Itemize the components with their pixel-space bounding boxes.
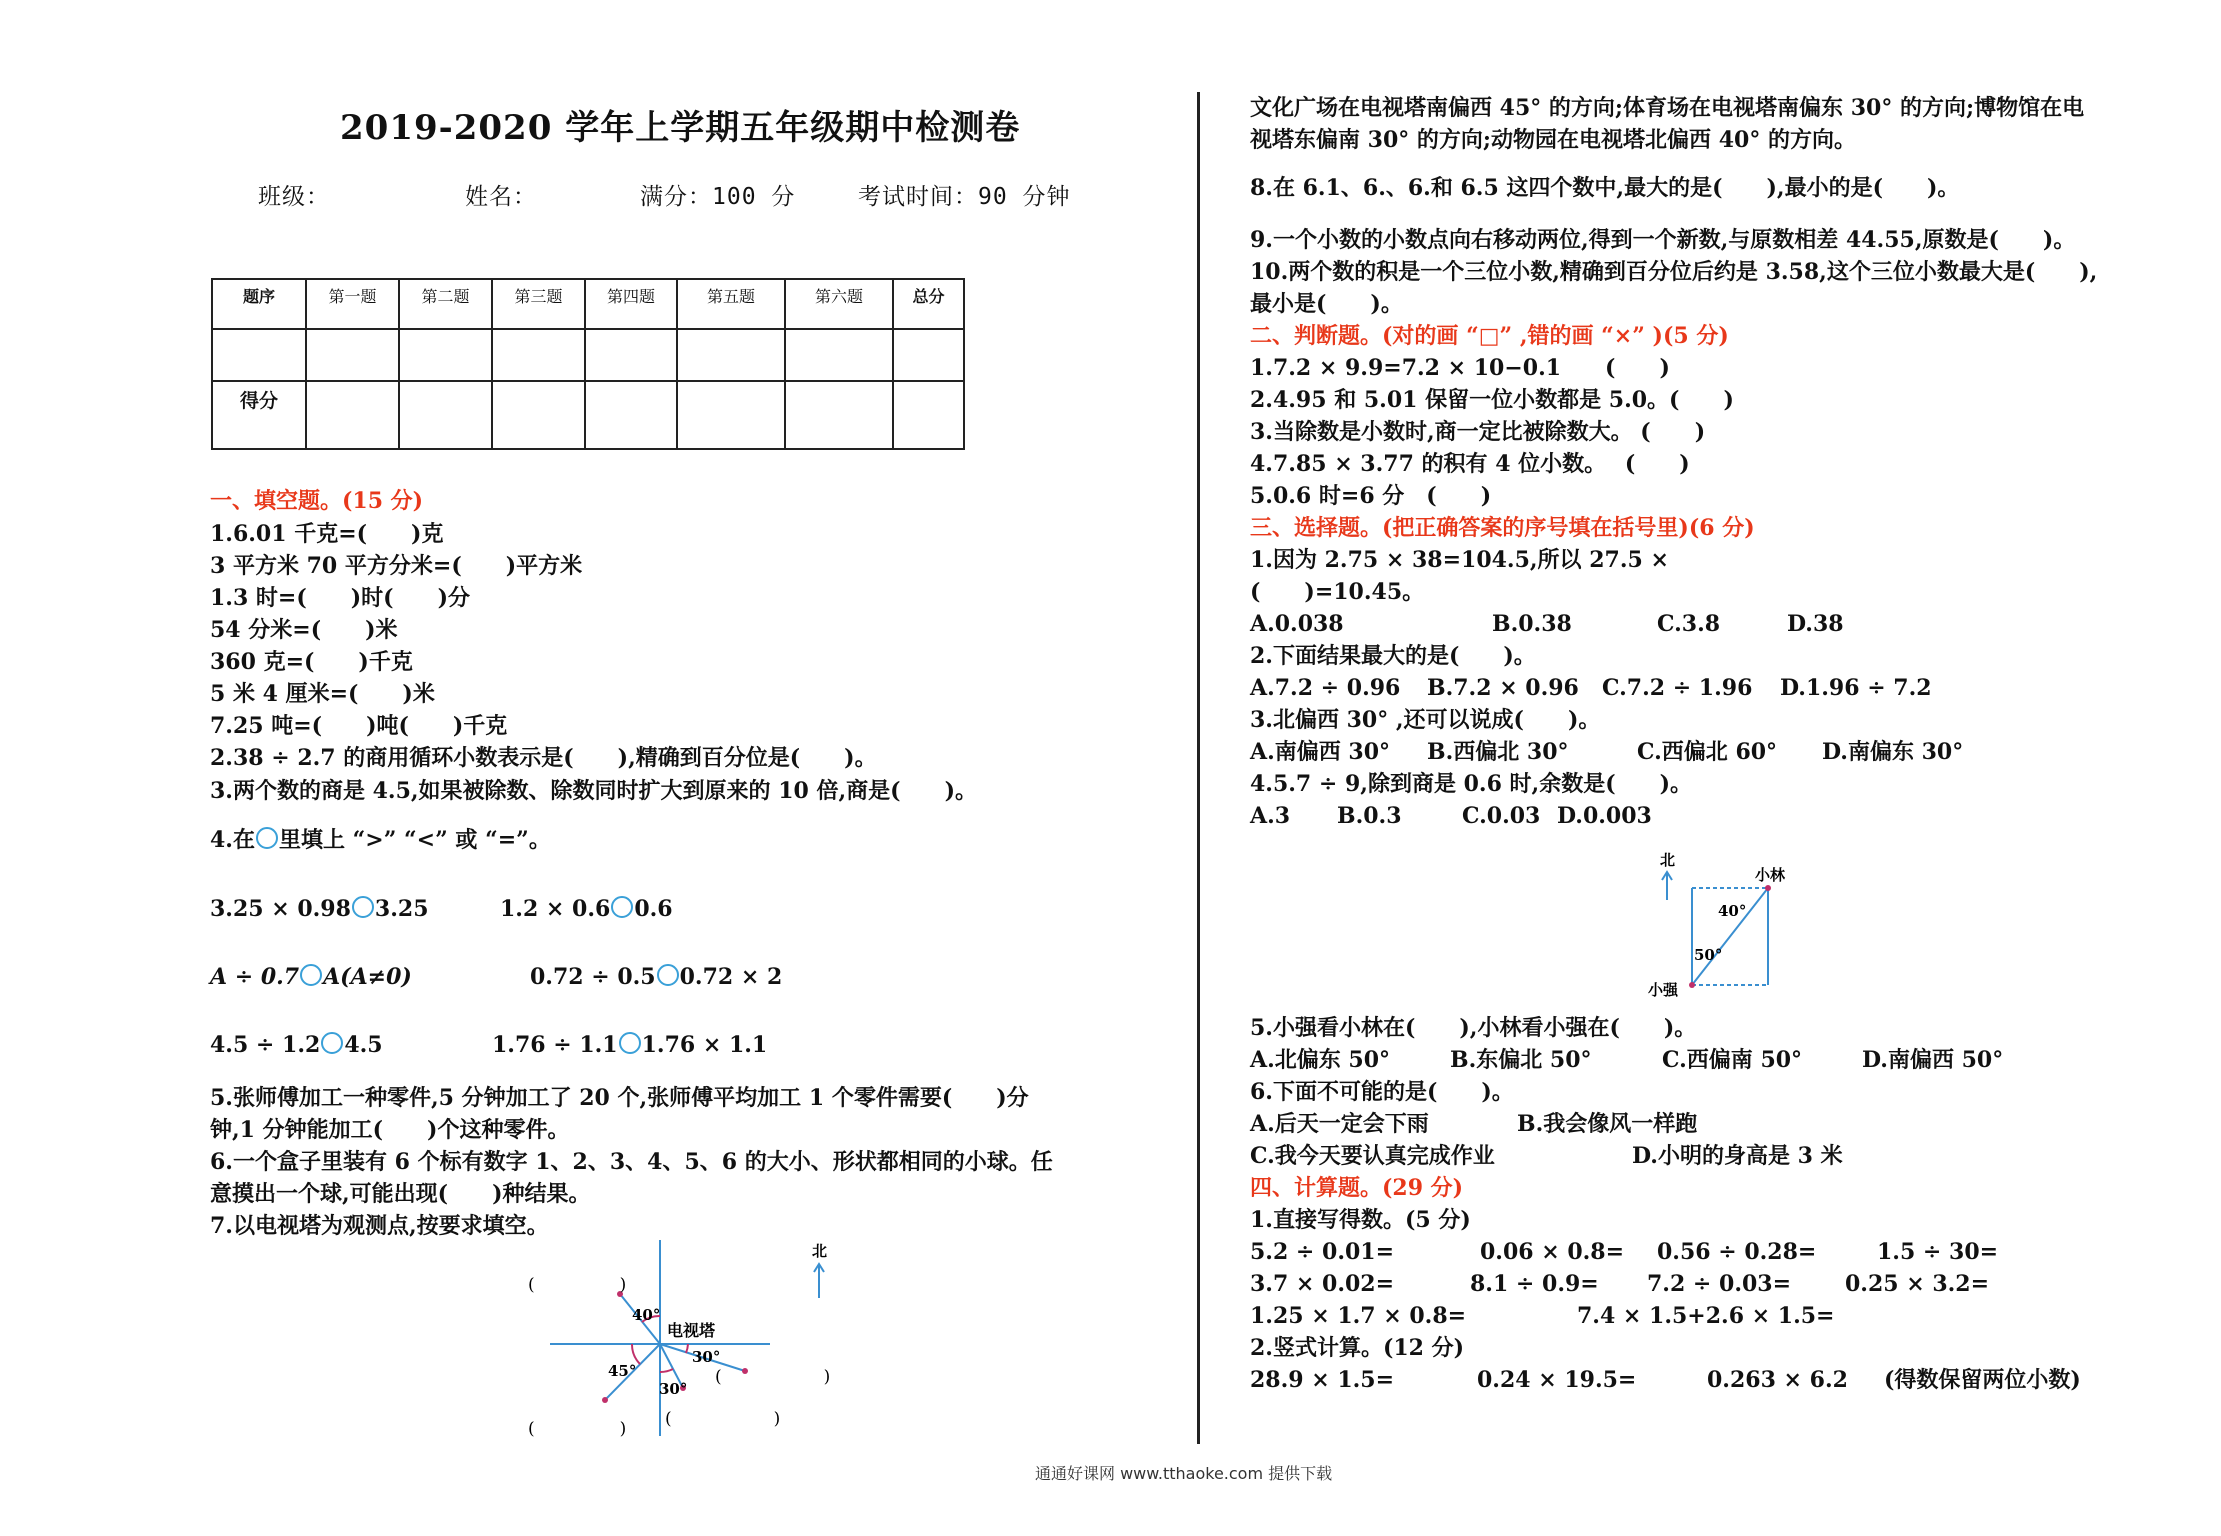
circle-blank-icon[interactable] [611,896,633,918]
tv-tower-direction-figure [520,1238,850,1438]
score-cell [585,329,677,381]
question-line: 钟,1 分钟能加工( )个这种零件。 [210,1117,570,1143]
question-line: 5.小强看小林在( ),小林看小强在( )。 [1250,1015,1697,1041]
score-cell [785,329,893,381]
calc-item: 7.4 × 1.5+2.6 × 1.5= [1577,1303,1835,1329]
question-text: 里填上 “>” “<” 或 “=”。 [278,827,551,853]
circle-blank-icon[interactable] [352,896,374,918]
score-table [211,278,965,450]
option: C.3.8 [1657,611,1721,637]
column-divider [1197,92,1200,1444]
answer-blank[interactable]: ( ) [528,1419,627,1438]
score-header: 题序 [212,279,306,329]
compare-left: 1.76 ÷ 1.1 [492,1032,618,1058]
calc-item: 5.2 ÷ 0.01= [1250,1239,1395,1265]
score-cell [677,381,785,449]
question-line: 7.25 吨=( )吨( )千克 [210,713,508,739]
option: B.0.38 [1492,611,1572,637]
option: A.7.2 ÷ 0.96 [1250,675,1401,701]
compare-left: A ÷ 0.7 [210,964,300,990]
option: A.北偏东 50° [1250,1047,1391,1073]
xiaolin-label: 小林 [1755,866,1786,884]
circle-blank-icon[interactable] [321,1032,343,1054]
full-score-label: 满分：100 分 [640,184,796,210]
question-line: 4.5.7 ÷ 9,除到商是 0.6 时,余数是( )。 [1250,771,1693,797]
point-culture-icon [602,1397,608,1403]
compare-item [210,961,412,993]
class-label: 班级： [258,184,330,210]
score-cell [585,381,677,449]
score-cell [492,329,585,381]
compare-item [210,1029,383,1061]
compare-right: 1.76 × 1.1 [641,1032,768,1058]
score-cell [306,329,399,381]
option: D.南偏东 30° [1822,739,1964,765]
question-line: 2.竖式计算。(12 分) [1250,1335,1465,1361]
question-line: 6.一个盒子里装有 6 个标有数字 1、2、3、4、5、6 的大小、形状都相同的小球。任 [210,1149,1053,1175]
xiaolin-xiaoqiang-figure [1640,848,1800,998]
option: B.7.2 × 0.96 [1427,675,1579,701]
option: C.0.03 [1462,803,1541,829]
angle-label-30: 30° [692,1348,721,1366]
option: A.南偏西 30° [1250,739,1391,765]
footer-credit: 通通好课网 www.tthaoke.com 提供下载 [1035,1464,1333,1483]
answer-blank[interactable]: ( ) [715,1367,831,1387]
compare-left: 1.2 × 0.6 [500,896,611,922]
compare-item [500,893,673,925]
answer-blank[interactable]: ( ) [528,1275,627,1295]
option: B.0.3 [1337,803,1402,829]
calc-item: 8.1 ÷ 0.9= [1470,1271,1599,1297]
question-line: 1.3 时=( )时( )分 [210,585,471,611]
section-heading: 三、选择题。(把正确答案的序号填在括号里)(6 分) [1250,515,1755,541]
question-line: 360 克=( )千克 [210,649,413,675]
score-cell [492,381,585,449]
arc-45 [632,1344,640,1364]
judge-item: 1.7.2 × 9.9=7.2 × 10−0.1 ( ) [1250,355,1670,381]
option: C.西偏北 60° [1637,739,1778,765]
question-line: 5 米 4 厘米=( )米 [210,681,435,707]
angle-label-40: 40° [1718,902,1747,920]
question-line: 3.北偏西 30° ,还可以说成( )。 [1250,707,1601,733]
option: B.我会像风一样跑 [1517,1111,1698,1137]
page-title: 2019-2020 学年上学期五年级期中检测卷 [340,108,1021,148]
question-line: 3 平方米 70 平方分米=( )平方米 [210,553,583,579]
calc-item: 0.263 × 6.2 [1707,1367,1848,1393]
option: B.东偏北 50° [1450,1047,1592,1073]
option: D.0.003 [1557,803,1652,829]
calc-item: 0.25 × 3.2= [1845,1271,1990,1297]
question-line: 9.一个小数的小数点向右移动两位,得到一个新数,与原数相差 44.55,原数是( )。 [1250,227,2076,253]
compare-left: 0.72 ÷ 0.5 [530,964,656,990]
option: C.我今天要认真完成作业 [1250,1143,1495,1169]
score-cell [677,329,785,381]
section-heading: 二、判断题。(对的画 “□” ,错的画 “×” )(5 分) [1250,323,1729,349]
question-line: 3.两个数的商是 4.5,如果被除数、除数同时扩大到原来的 10 倍,商是( )。 [210,778,977,804]
option: D.38 [1787,611,1844,637]
judge-item: 2.4.95 和 5.01 保留一位小数都是 5.0。( ) [1250,387,1734,413]
option: B.西偏北 30° [1427,739,1569,765]
score-cell [893,381,964,449]
score-cell [399,329,492,381]
option: D.南偏西 50° [1862,1047,2004,1073]
calc-item: 7.2 ÷ 0.03= [1647,1271,1792,1297]
name-label: 姓名： [465,184,537,210]
xiaoqiang-label: 小强 [1648,981,1679,998]
tower-label: 电视塔 [667,1321,716,1340]
option: D.1.96 ÷ 7.2 [1780,675,1932,701]
exam-time-label: 考试时间：90 分钟 [858,184,1071,210]
calc-item: 1.5 ÷ 30= [1877,1239,1999,1265]
question-line: 8.在 6.1、6.、6.和 6.5 这四个数中,最大的是( ),最小的是( )。 [1250,175,1960,201]
question-line: 最小是( )。 [1250,291,1403,317]
question-line: 2.38 ÷ 2.7 的商用循环小数表示是( ),精确到百分位是( )。 [210,745,877,771]
question-line: 视塔东偏南 30° 的方向;动物园在电视塔北偏西 40° 的方向。 [1250,127,1856,153]
question-line: 2.下面结果最大的是( )。 [1250,643,1536,669]
question-line: 6.下面不可能的是( )。 [1250,1079,1514,1105]
section-heading: 四、计算题。(29 分) [1250,1175,1464,1201]
xiaolin-point-icon [1765,885,1771,891]
angle-label-50: 50° [1694,946,1723,964]
angle-label-45: 45° [608,1362,637,1380]
score-cell [785,381,893,449]
score-cell [893,329,964,381]
option: A.后天一定会下雨 [1250,1111,1429,1137]
option: A.0.038 [1250,611,1344,637]
calc-item: 0.06 × 0.8= [1480,1239,1625,1265]
answer-blank[interactable]: ( ) [665,1409,781,1429]
circle-blank-icon[interactable] [300,964,322,986]
question-line: 10.两个数的积是一个三位小数,精确到百分位后约是 3.58,这个三位小数最大是( ), [1250,259,2098,285]
compare-right: 0.72 × 2 [679,964,783,990]
compare-right: 4.5 [344,1032,383,1058]
question-line: 1.6.01 千克=( )克 [210,521,444,547]
question-line [210,824,551,856]
score-cell [306,381,399,449]
question-line: 1.因为 2.75 × 38=104.5,所以 27.5 × [1250,547,1669,573]
option: C.西偏南 50° [1662,1047,1803,1073]
north-arrow-icon [806,1240,836,1302]
judge-item: 4.7.85 × 3.77 的积有 4 位小数。 ( ) [1250,451,1690,477]
score-header: 第五题 [677,279,785,329]
option: C.7.2 ÷ 1.96 [1602,675,1753,701]
score-row-label: 得分 [212,381,306,449]
angle-label-40: 40° [632,1306,661,1324]
compare-left: 3.25 × 0.98 [210,896,351,922]
circle-blank-icon[interactable] [619,1032,641,1054]
judge-item: 3.当除数是小数时,商一定比被除数大。 ( ) [1250,419,1706,445]
calc-item: 0.56 ÷ 0.28= [1657,1239,1817,1265]
score-cell [399,381,492,449]
score-header: 第四题 [585,279,677,329]
xiaoqiang-point-icon [1689,982,1695,988]
score-cell [212,329,306,381]
question-line: 文化广场在电视塔南偏西 45° 的方向;体育场在电视塔南偏东 30° 的方向;博物馆在电 [1250,95,2085,121]
calc-item: 3.7 × 0.02= [1250,1271,1395,1297]
compare-right: 3.25 [374,896,429,922]
calc-note: (得数保留两位小数) [1884,1367,2081,1393]
question-text: 4.在 [210,827,255,853]
compare-item [530,961,782,993]
circle-blank-icon[interactable] [657,964,679,986]
question-line: 1.直接写得数。(5 分) [1250,1207,1471,1233]
calc-item: 28.9 × 1.5= [1250,1367,1395,1393]
circle-blank-icon [256,827,278,849]
judge-item: 5.0.6 时=6 分 ( ) [1250,483,1492,509]
compare-right: A(A≠0) [323,964,412,990]
question-line: ( )=10.45。 [1250,579,1425,605]
north-label: 北 [1660,851,1676,869]
calc-item: 1.25 × 1.7 × 0.8= [1250,1303,1467,1329]
score-header: 第一题 [306,279,399,329]
question-line: 5.张师傅加工一种零件,5 分钟加工了 20 个,张师傅平均加工 1 个零件需要( )分 [210,1085,1029,1111]
score-header: 第六题 [785,279,893,329]
calc-item: 0.24 × 19.5= [1477,1367,1637,1393]
score-header: 第三题 [492,279,585,329]
compare-left: 4.5 ÷ 1.2 [210,1032,321,1058]
north-label: 北 [812,1242,828,1260]
compare-item [210,893,429,925]
option: A.3 [1250,803,1291,829]
compare-right: 0.6 [634,896,673,922]
section-heading: 一、填空题。(15 分) [210,488,424,514]
question-line: 意摸出一个球,可能出现( )种结果。 [210,1181,591,1207]
arc-30b [660,1369,673,1372]
arc-30 [686,1344,688,1353]
score-header: 第二题 [399,279,492,329]
question-line: 7.以电视塔为观测点,按要求填空。 [210,1213,549,1239]
angle-label-30b: 30° [659,1380,688,1398]
compare-item [492,1029,767,1061]
score-header: 总分 [893,279,964,329]
question-line: 54 分米=( )米 [210,617,398,643]
option: D.小明的身高是 3 米 [1632,1143,1843,1169]
